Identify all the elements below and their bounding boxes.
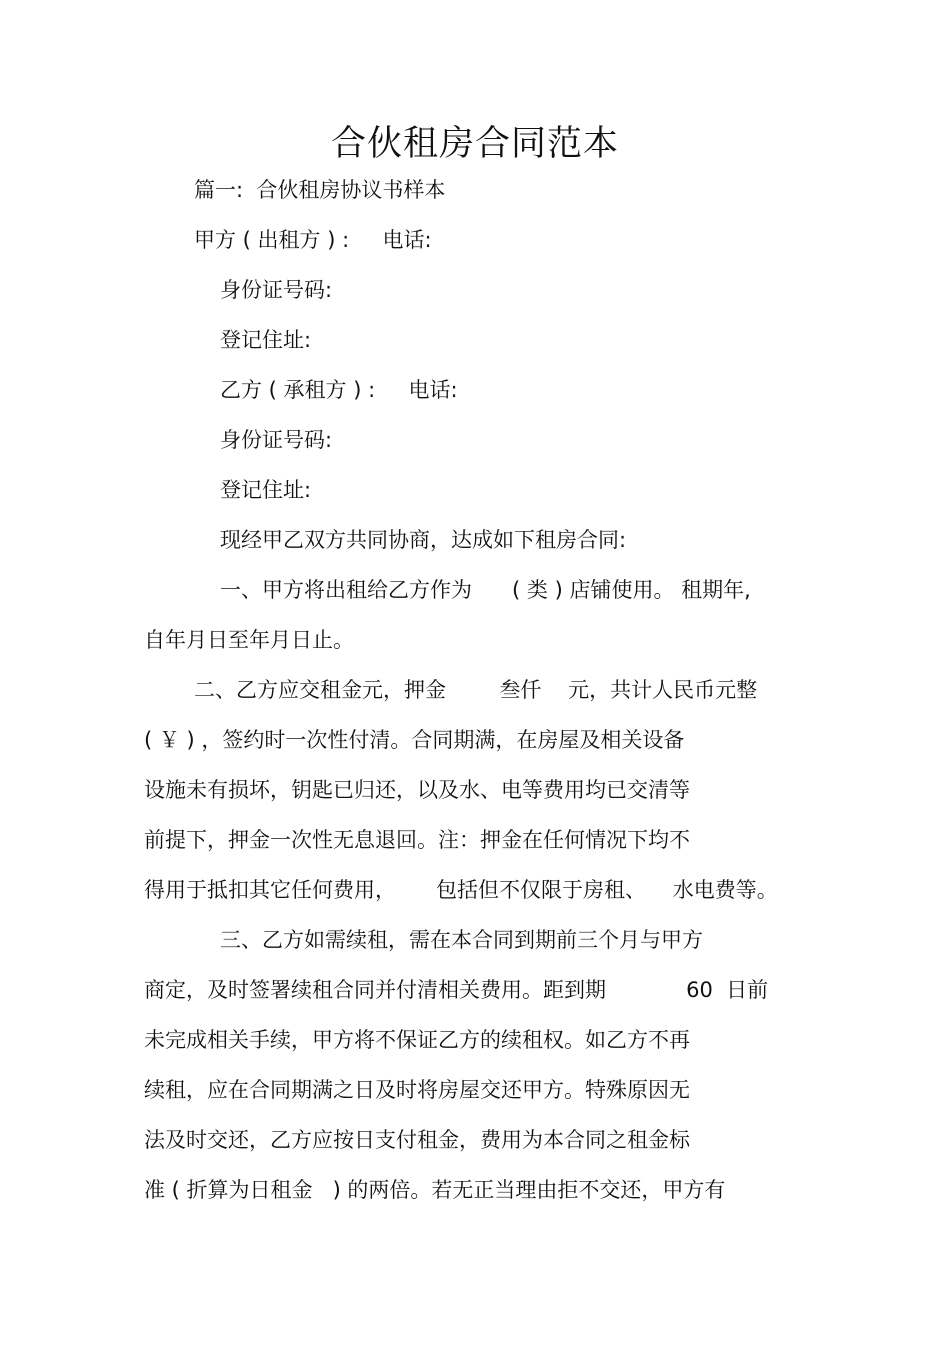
clause-3-line-2: 商定，及时签署续租合同并付清相关费用。距到期 60 日前 [144, 978, 769, 1002]
party-a-address-line: 登记住址: [220, 328, 312, 352]
clause-3-line-1: 三、乙方如需续租，需在本合同到期前三个月与甲方 [220, 928, 703, 952]
clause-2-line-5: 得用于抵扣其它任何费用， 包括但不仅限于房租、 水电费等。 [144, 878, 778, 902]
clause-1-line-2: 自年月日至年月日止。 [144, 628, 354, 652]
party-b-id-line: 身份证号码: [220, 428, 333, 452]
section-heading: 篇一: 合伙租房协议书样本 [194, 178, 446, 202]
clause-3-line-4: 续租，应在合同期满之日及时将房屋交还甲方。特殊原因无 [144, 1078, 690, 1102]
clause-1-line-1: 一、甲方将出租给乙方作为 ( 类 ) 店铺使用。 租期年, [220, 578, 751, 602]
document-title: 合伙租房合同范本 [330, 124, 619, 164]
party-a-line: 甲方 ( 出租方 ) : 电话: [194, 228, 432, 252]
clause-2-line-3: 设施未有损坏，钥匙已归还，以及水、电等费用均已交清等 [144, 778, 690, 802]
clause-2-line-4: 前提下，押金一次性无息退回。注：押金在任何情况下均不 [144, 828, 690, 852]
clause-3-line-6: 准 ( 折算为日租金 ) 的两倍。若无正当理由拒不交还，甲方有 [144, 1178, 726, 1202]
party-b-line: 乙方 ( 承租方 ) : 电话: [220, 378, 458, 402]
clause-3-line-5: 法及时交还，乙方应按日支付租金，费用为本合同之租金标 [144, 1128, 690, 1152]
clause-2-line-2: ( ￥ ) ，签约时一次性付清。合同期满，在房屋及相关设备 [144, 728, 685, 752]
party-a-id-line: 身份证号码: [220, 278, 333, 302]
intro-line: 现经甲乙双方共同协商，达成如下租房合同: [220, 528, 627, 552]
clause-3-line-3: 未完成相关手续，甲方将不保证乙方的续租权。如乙方不再 [144, 1028, 690, 1052]
clause-2-line-1: 二、乙方应交租金元，押金 叁仟 元，共计人民币元整 [194, 678, 758, 702]
party-b-address-line: 登记住址: [220, 478, 312, 502]
